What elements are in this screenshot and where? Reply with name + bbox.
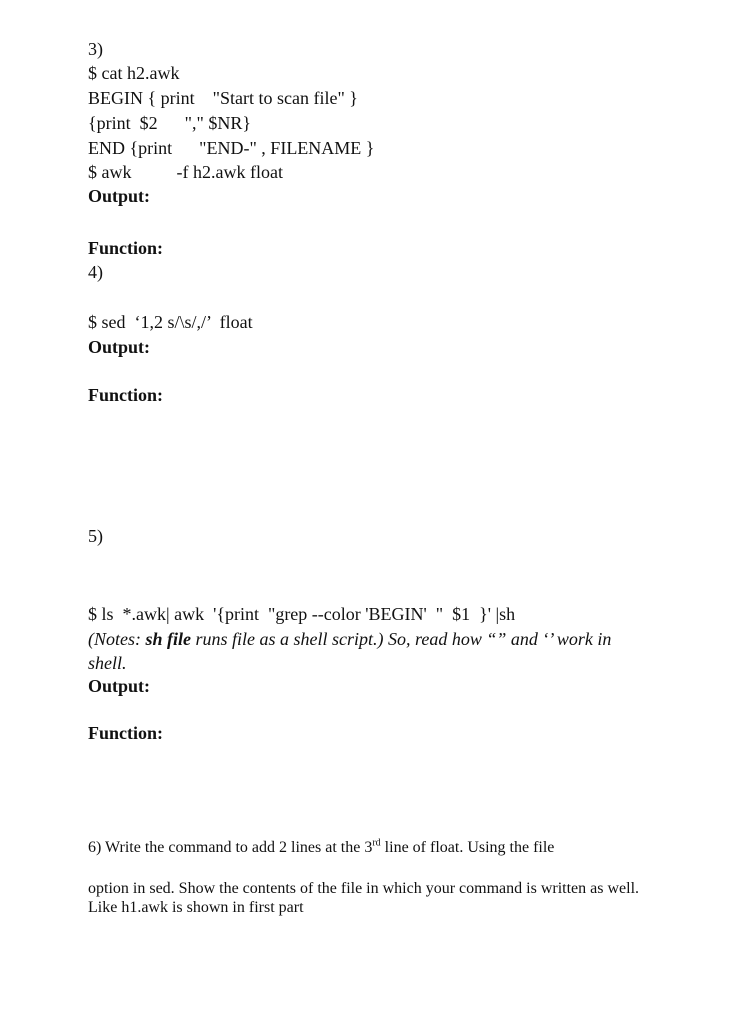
q6-line-3: Like h1.awk is shown in first part	[88, 899, 304, 916]
q6-line-1-post: line of float. Using the file	[380, 839, 555, 856]
q3-output-label: Output:	[88, 186, 151, 206]
q3-command: $ cat h2.awk	[88, 63, 180, 83]
q6-line-1	[88, 837, 554, 859]
q4-number: 4)	[88, 262, 103, 282]
q3-code-line-2: {print $2 "," $NR}	[88, 113, 251, 133]
q6-line-1-sup: rd	[372, 837, 381, 849]
q3-code-line-4: $ awk -f h2.awk float	[88, 162, 283, 182]
q3-code-line-1: BEGIN { print "Start to scan file" }	[88, 88, 358, 108]
q6-line-1-pre: 6) Write the command to add 2 lines at the 3	[88, 839, 373, 856]
q3-number: 3)	[88, 39, 103, 59]
q3-code-line-3: END {print "END-" , FILENAME }	[88, 138, 375, 158]
q5-notes-line-2: shell.	[88, 653, 127, 673]
q5-output-label: Output:	[88, 676, 151, 696]
q5-notes-open: (Notes:	[88, 629, 146, 649]
q4-output-label: Output:	[88, 337, 151, 357]
q5-function-label: Function:	[88, 723, 164, 743]
q5-notes-bold: sh file	[145, 629, 192, 649]
q5-number: 5)	[88, 526, 103, 546]
q5-command: $ ls *.awk| awk '{print "grep --color 'BEGIN' " $1 }' |sh	[88, 604, 516, 624]
q6-line-2: option in sed. Show the contents of the file in which your command is written as well.	[88, 880, 640, 897]
q3-function-label: Function:	[88, 238, 164, 258]
q5-notes-rest: runs file as a shell script.) So, read how “” and ‘’ work in	[191, 629, 612, 649]
q5-notes-line-1	[88, 628, 611, 650]
q4-command: $ sed ‘1,2 s/\s/,/’ float	[88, 312, 253, 332]
q4-function-label: Function:	[88, 385, 164, 405]
